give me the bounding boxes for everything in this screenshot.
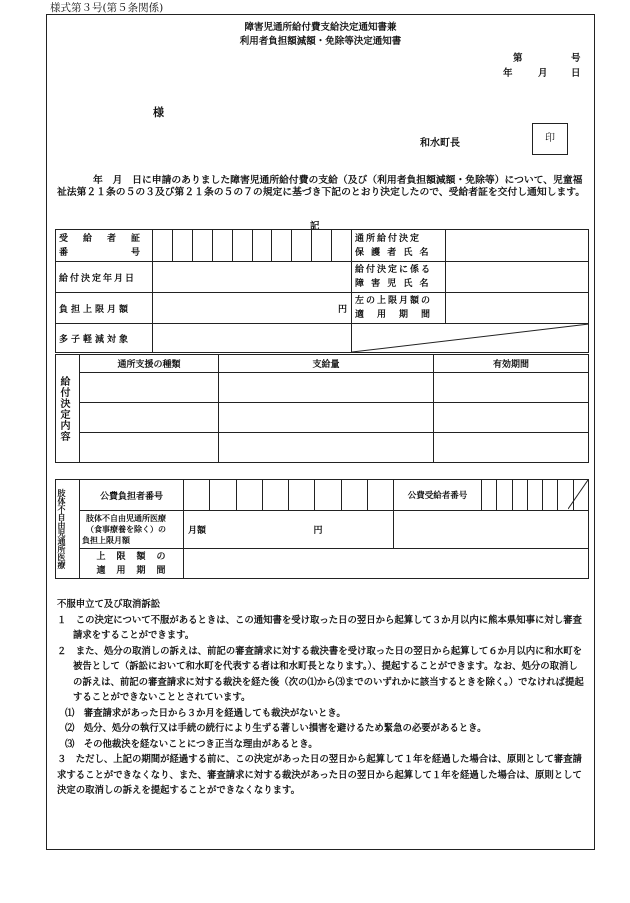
medical-cap-label: 肢体不自由児通所医療 （食事療養を除く）の 負担上限月額 <box>80 511 184 549</box>
col-valid-period: 有効期間 <box>434 355 589 373</box>
notes-sub-3: ⑶ その他裁決を経ないことにつき正当な理由があるとき。 <box>65 738 318 750</box>
date-month: 月 <box>538 68 548 79</box>
valid-period-cell <box>434 433 589 463</box>
supply-amount-cell <box>219 403 434 433</box>
diagonal-line <box>568 480 588 510</box>
title-line-2: 利用者負担額減額・免除等決定通知書 <box>239 36 402 47</box>
decision-table <box>55 229 589 353</box>
guardian-name-label: 通所給付決定 保 護 者 氏 名 <box>352 230 446 262</box>
service-type-cell <box>80 433 219 463</box>
diagonal-blank-cell <box>352 324 589 353</box>
cap-amount-field <box>153 293 352 324</box>
notes-sub-1: ⑴ 審査請求があった日から３か月を経過しても裁決がないとき。 <box>65 707 346 719</box>
recipient-public-number-label: 公費受給者番号 <box>394 480 482 511</box>
col-supply-amount: 支給量 <box>219 355 434 373</box>
decision-date-label: 給付決定年月日 <box>56 262 153 293</box>
diagonal-line <box>352 324 589 353</box>
addressee-suffix: 様 <box>153 106 164 119</box>
yen-unit: 円 <box>313 526 323 536</box>
date-day: 日 <box>571 68 581 79</box>
multi-child-label: 多子軽減対象 <box>56 324 153 353</box>
title-line-1: 障害児通所給付費支給決定通知書兼 <box>244 22 397 33</box>
yen-unit: 円 <box>337 304 347 315</box>
issuer-name: 和水町長 <box>420 138 460 149</box>
notes-item-2: ２ また、処分の取消しの訴えは、前記の審査請求に対する裁決書を受け取った日の翌日から起算して６か月以内に和水町を被告として（訴訟において和水町を代表する者は和水町長となります。）、提起することができます。なお、処分の取消しの訴えは、前記の審査請求に対する裁決を経た後（次の⑴から⑶までのいずれかに該当するときを除く。）でなければ提起することができないこととされています。 <box>57 645 584 703</box>
cap-period-field <box>446 293 589 324</box>
child-name-label: 給付決定に係る 障 害 児 氏 名 <box>352 262 446 293</box>
appeal-notes <box>57 597 587 799</box>
supply-amount-cell <box>219 373 434 403</box>
notes-heading: 不服申立て及び取消訴訟 <box>57 599 161 610</box>
seal-box: 印 <box>532 123 568 155</box>
number-suffix: 号 <box>571 53 581 64</box>
child-name-field <box>446 262 589 293</box>
medical-cap-period-field <box>184 549 589 579</box>
monthly-label: 月額 <box>188 526 207 536</box>
number-label: 第 <box>513 53 523 64</box>
recipient-public-number-cells <box>482 480 589 511</box>
recipient-number-cells <box>153 230 352 262</box>
notes-item-3: ３ ただし、上記の期間が経過する前に、この決定があった日の翌日から起算して１年を経過した場合は、原則として審査請求することができなくなり、また、審査請求に対する裁決があった日の翌日から起算して１年を経過した場合は、原則として決定の取消しの訴えを提起することができなくなります。 <box>57 754 582 796</box>
service-type-cell <box>80 373 219 403</box>
intro-text: 年 月 日に申請のありました障害児通所給付費の支給（及び（利用者負担額減額・免除等）について、児童福祉法第２１条の５の３及び第２１条の５の７の規定に基づき下記のとおり決定したので、受給者証を交付し通知します。 <box>57 175 586 198</box>
decision-date-field <box>153 262 352 293</box>
medical-cap-field <box>184 511 394 549</box>
guardian-name-field <box>446 230 589 262</box>
decision-content-label: 給付決定内容 <box>56 355 80 463</box>
service-type-cell <box>80 403 219 433</box>
ki-label: 記 <box>310 221 320 232</box>
date-year: 年 <box>503 68 513 79</box>
multi-child-field <box>153 324 352 353</box>
payer-number-label: 公費負担者番号 <box>80 480 184 511</box>
medical-cap-period-label: 上 限 額 の 適 用 期 間 <box>80 549 184 579</box>
payer-number-cells <box>184 480 394 511</box>
medical-table <box>55 479 589 579</box>
form-reference: 様式第３号(第５条関係) <box>50 2 164 14</box>
cap-amount-label: 負担上限月額 <box>56 293 153 324</box>
recipient-number-label: 受 給 者 証 番 号 <box>56 230 153 262</box>
decision-content-table <box>55 354 589 463</box>
col-service-type: 通所支援の種類 <box>80 355 219 373</box>
valid-period-cell <box>434 373 589 403</box>
valid-period-cell <box>434 403 589 433</box>
supply-amount-cell <box>219 433 434 463</box>
cap-period-label: 左の上限月額の 適 用 期 間 <box>352 293 446 324</box>
medical-side-label: 肢体不自由児通所医療 <box>56 480 80 579</box>
medical-cap-blank <box>394 511 589 549</box>
notes-sub-2: ⑵ 処分、処分の執行又は手続の続行により生ずる著しい損害を避けるため緊急の必要があるとき。 <box>65 723 487 734</box>
notes-item-1: １ この決定について不服があるときは、この通知書を受け取った日の翌日から起算して３か月以内に熊本県知事に対し審査請求をすることができます。 <box>57 614 582 641</box>
